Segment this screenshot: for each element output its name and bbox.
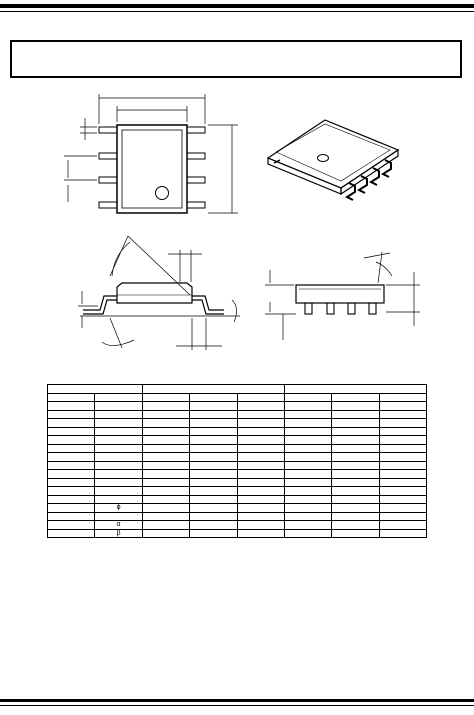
- bottom-rule-thin: [0, 705, 474, 706]
- alpha-symbol: α: [95, 521, 142, 530]
- table-row: [48, 402, 427, 411]
- table-row: [48, 529, 427, 538]
- table-row: [48, 470, 427, 479]
- table-row: [48, 478, 427, 487]
- table-row: [48, 487, 427, 496]
- end-view-drawing: [265, 252, 420, 340]
- table-row: [48, 521, 427, 530]
- table-subheader-row: [48, 393, 427, 402]
- table-row: [48, 495, 427, 504]
- table-row: [48, 427, 427, 436]
- table-row: [48, 410, 427, 419]
- dimensions-table: [47, 384, 427, 538]
- table-row: [48, 461, 427, 470]
- table-row: [48, 453, 427, 462]
- table-row: [48, 436, 427, 445]
- table-header-row: [48, 385, 427, 394]
- phi-symbol: ϕ: [95, 504, 142, 513]
- isometric-view-drawing: [268, 120, 398, 200]
- side-view-drawing: [78, 236, 240, 350]
- top-view-drawing: [64, 94, 238, 213]
- table-row: [48, 419, 427, 428]
- table-row: [48, 444, 427, 453]
- beta-symbol: β: [95, 529, 142, 538]
- bottom-rule-thick: [0, 699, 474, 702]
- table-row: [48, 512, 427, 521]
- table-row: [48, 504, 427, 513]
